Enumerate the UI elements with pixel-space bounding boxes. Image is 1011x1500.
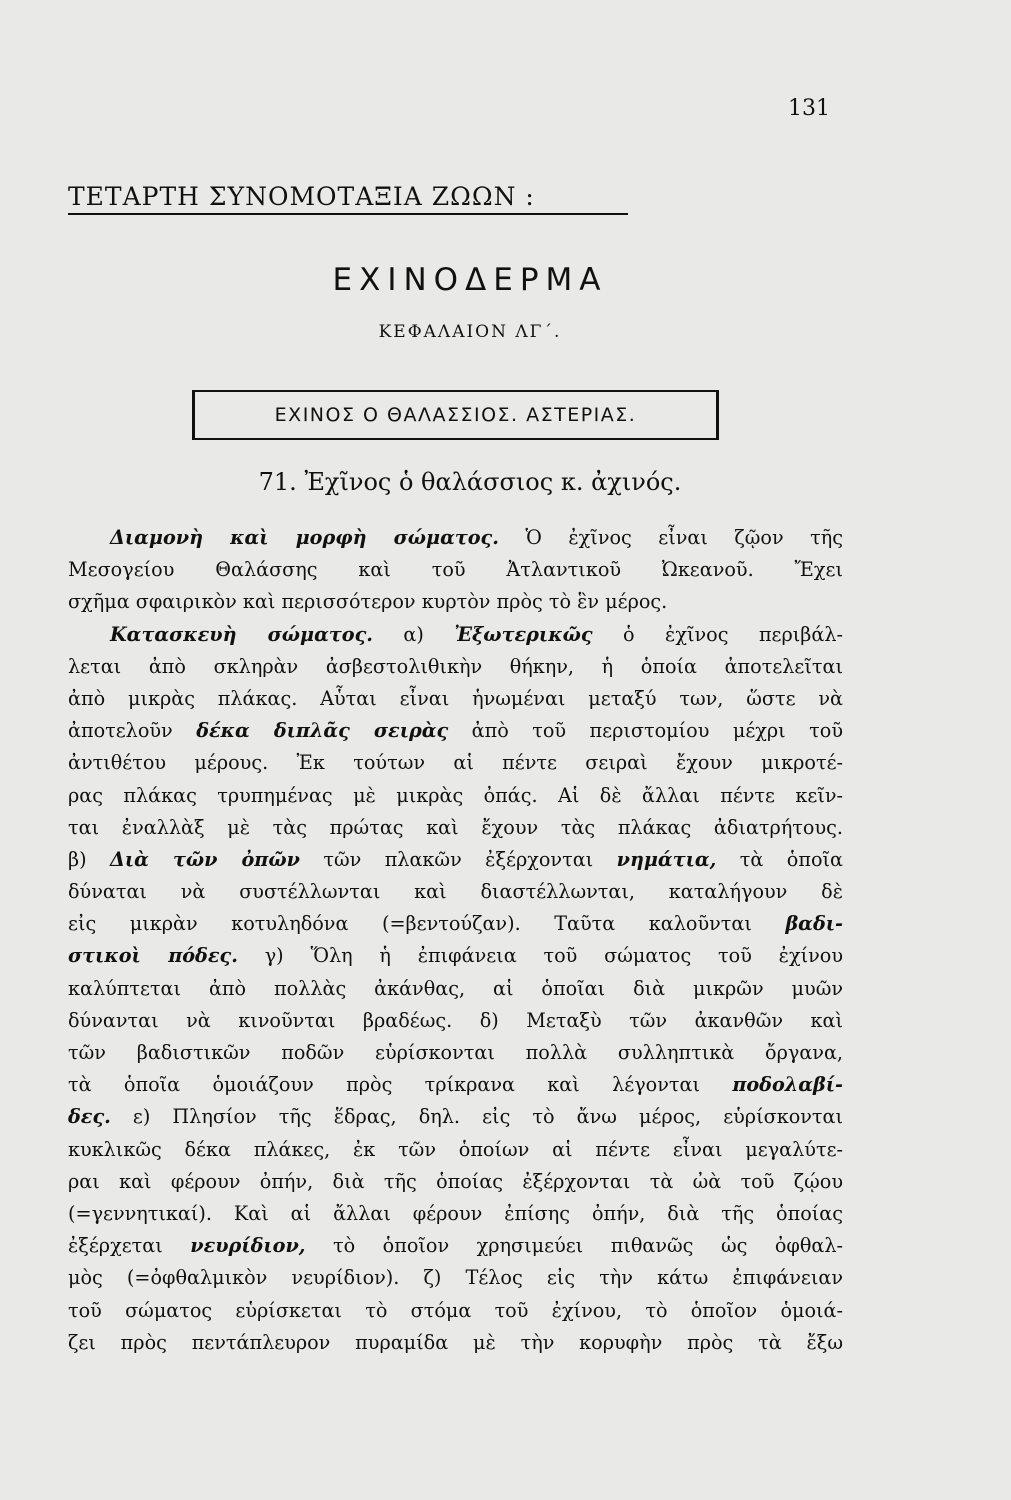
emphasized-text: Κατασκευὴ σώματος. xyxy=(110,622,373,646)
text-span: ραι καὶ φέρουν ὀπήν, διὰ τῆς ὁποίας ἐξέρχονται τὰ ὠὰ τοῦ ζῴου xyxy=(68,1169,843,1193)
text-line xyxy=(68,747,843,779)
chapter-label: ΚΕΦΑΛΑΙΟΝ ΛΓ΄. xyxy=(378,322,562,342)
text-line xyxy=(68,940,843,972)
text-span: τῶν πλακῶν ἐξέρχονται xyxy=(299,847,617,871)
text-span: α) xyxy=(372,622,455,646)
text-line xyxy=(68,844,843,876)
text-span: τὸ ὁποῖον χρησιμεύει πιθανῶς ὡς ὀφθαλ- xyxy=(305,1234,843,1258)
text-span: ἀντιθέτου μέρους. Ἐκ τούτων αἱ πέντε σειραὶ ἔχουν μικροτέ- xyxy=(68,751,843,775)
text-span: τὰ ὁποῖα xyxy=(716,847,843,871)
text-span: ρας πλάκας τρυπημένας μὲ μικρὰς ὀπάς. Αἱ δὲ ἄλλαι πέντε κεῖν- xyxy=(68,783,843,807)
emphasized-text: Διὰ τῶν ὀπῶν xyxy=(110,847,300,871)
text-line xyxy=(68,1101,843,1133)
body-text xyxy=(68,522,843,1359)
emphasized-text: στικοὶ πόδες. xyxy=(68,944,238,968)
text-line xyxy=(68,1005,843,1037)
text-span: γ) Ὅλη ἡ ἐπιφάνεια τοῦ σώματος τοῦ ἐχίνου xyxy=(237,944,843,968)
text-span: κυκλικῶς δέκα πλάκες, ἐκ τῶν ὁποίων αἱ πέντε εἶναι μεγαλύτε- xyxy=(68,1137,843,1161)
section-heading: ΤΕΤΑΡΤΗ ΣΥΝΟΜΟΤΑΞΙΑ ΖΩΩΝ : xyxy=(68,182,628,215)
emphasized-text: νευρίδιον, xyxy=(190,1234,306,1258)
emphasized-text: νημάτια, xyxy=(616,847,717,871)
text-span: ἀπὸ τοῦ περιστομίου μέχρι τοῦ xyxy=(448,719,843,743)
text-line xyxy=(68,1069,843,1101)
text-span: Ὁ ἐχῖνος εἶναι ζῷον τῆς xyxy=(498,526,843,549)
text-span: καλύπτεται ἀπὸ πολλὰς ἀκάνθας, αἱ ὁποῖαι διὰ μικρῶν μυῶν xyxy=(68,976,843,1000)
emphasized-text: Διαμονὴ καὶ μορφὴ σώματος. xyxy=(110,526,499,549)
text-line xyxy=(68,586,843,618)
text-span: (=γεννητικαί). Καὶ αἱ ἄλλαι φέρουν ἐπίσης ὀπήν, διὰ τῆς ὁποίας xyxy=(68,1201,843,1225)
text-span: ὁ ἐχῖνος περιβάλ- xyxy=(592,622,843,646)
text-line xyxy=(68,683,843,715)
emphasized-text: δες. xyxy=(68,1105,111,1129)
text-span: μὸς (=ὀφθαλμικὸν νευρίδιον). ζ) Τέλος εἰς τὴν κάτω ἐπιφάνειαν xyxy=(68,1266,843,1290)
emphasized-text: ποδολαβί- xyxy=(732,1073,843,1097)
phylum-title: ΕΧΙΝΟΔΕΡΜΑ xyxy=(332,262,608,298)
text-line xyxy=(68,1295,843,1327)
article-title: 71. Ἐχῖνος ὁ θαλάσσιος κ. ἀχινός. xyxy=(258,468,682,496)
text-line xyxy=(68,812,843,844)
page-number: 131 xyxy=(788,96,830,121)
text-line xyxy=(68,522,843,554)
text-line xyxy=(68,1262,843,1294)
text-line xyxy=(68,876,843,908)
emphasized-text: βαδι- xyxy=(785,912,843,936)
text-span: δύνανται νὰ κινοῦνται βραδέως. δ) Μεταξὺ τῶν ἀκανθῶν καὶ xyxy=(68,1008,843,1032)
text-line xyxy=(68,1134,843,1166)
text-line xyxy=(68,973,843,1005)
text-span: τὰ ὁποῖα ὁμοιάζουν πρὸς τρίκρανα καὶ λέγονται xyxy=(68,1073,733,1097)
text-line xyxy=(68,780,843,812)
text-line xyxy=(68,1037,843,1069)
text-span: ἀποτελοῦν xyxy=(68,719,197,743)
text-span: δύναται νὰ συστέλλωνται καὶ διαστέλλωνται, καταλήγουν δὲ xyxy=(68,880,843,904)
text-line xyxy=(68,908,843,940)
text-line xyxy=(68,554,843,586)
text-span: εἰς μικρὰν κοτυληδόνα (=βεντούζαν). Ταῦτα καλοῦνται xyxy=(68,912,786,936)
emphasized-text: Ἐξωτερικῶς xyxy=(454,622,593,646)
boxed-subheading: ΕΧΙΝΟΣ Ο ΘΑΛΑΣΣΙΟΣ. ΑΣΤΕΡΙΑΣ. xyxy=(192,390,719,440)
text-line xyxy=(68,1327,843,1359)
text-line xyxy=(68,1198,843,1230)
text-span: ἐξέρχεται xyxy=(68,1234,191,1258)
text-line xyxy=(68,715,843,747)
text-span: ε) Πλησίον τῆς ἕδρας, δηλ. εἰς τὸ ἄνω μέρος, εὑρίσκονται xyxy=(110,1105,843,1129)
text-span: Μεσογείου Θαλάσσης καὶ τοῦ Ἀτλαντικοῦ Ὠκεανοῦ. Ἔχει xyxy=(68,558,843,582)
emphasized-text: δέκα διπλᾶς σειρὰς xyxy=(196,719,449,743)
text-span: σχῆμα σφαιρικὸν καὶ περισσότερον κυρτὸν πρὸς τὸ ἓν μέρος. xyxy=(68,590,668,614)
text-span: ται ἐναλλὰξ μὲ τὰς πρώτας καὶ ἔχουν τὰς πλάκας ἀδιατρήτους. xyxy=(68,815,843,839)
text-line xyxy=(68,619,843,651)
text-line xyxy=(68,1230,843,1262)
text-span: λεται ἀπὸ σκληρὰν ἀσβεστολιθικὴν θήκην, ἡ ὁποία ἀποτελεῖται xyxy=(68,654,843,678)
text-span: τῶν βαδιστικῶν ποδῶν εὑρίσκονται πολλὰ συλληπτικὰ ὄργανα, xyxy=(68,1041,843,1064)
text-span: ζει πρὸς πεντάπλευρον πυραμίδα μὲ τὴν κορυφὴν πρὸς τὰ ἔξω xyxy=(68,1330,843,1354)
text-span: τοῦ σώματος εὑρίσκεται τὸ στόμα τοῦ ἐχίνου, τὸ ὁποῖον ὁμοιά- xyxy=(68,1298,843,1322)
text-line xyxy=(68,1166,843,1198)
text-span: ἀπὸ μικρὰς πλάκας. Αὗται εἶναι ἡνωμέναι μεταξύ των, ὥστε νὰ xyxy=(68,686,843,710)
text-span: β) xyxy=(68,847,111,871)
text-line xyxy=(68,651,843,683)
